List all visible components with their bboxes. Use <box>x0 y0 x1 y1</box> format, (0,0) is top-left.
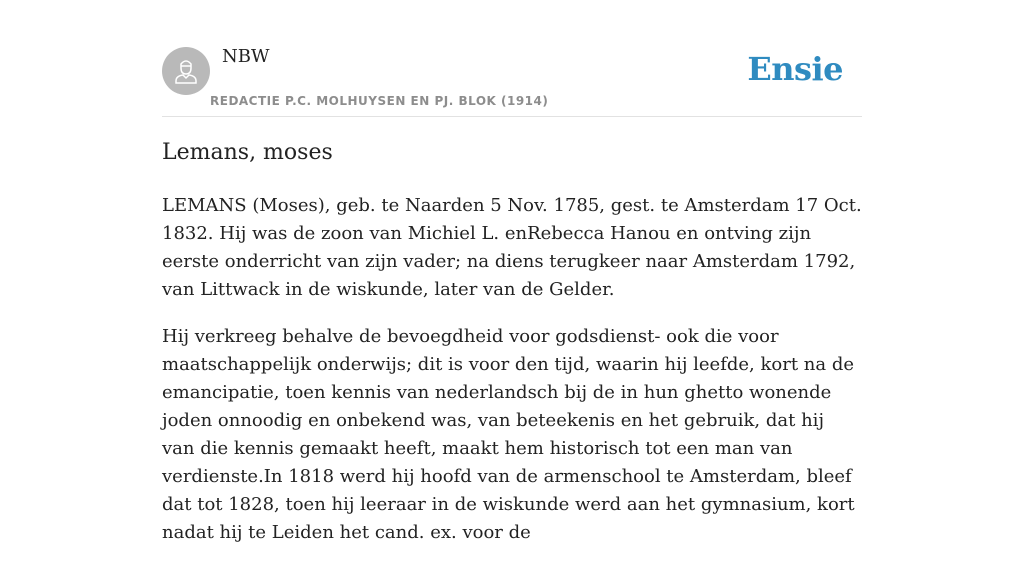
page-title: Lemans, moses <box>162 140 333 165</box>
author-name[interactable]: NBW <box>222 46 270 67</box>
header <box>162 46 862 117</box>
paragraph: Hij verkreeg behalve de bevoegdheid voor godsdienst- ook die voor maatschappelijk onderwijs; dit is voor den tijd, waarin hij leefde, kort na de emancipatie, toen kennis van nederlandsch bij de in hun ghetto wonende joden onnoodig en onbekend was, van beteekenis en het gebruik, dat hij van die kennis gemaakt heeft, maakt hem historisch tot een man van verdienste.In 1818 werd hij hoofd van de armenschool te Amsterdam, bleef dat tot 1828, toen hij leeraar in de wiskunde werd aan het gymnasium, kort nadat hij te Leiden het cand. ex. voor de <box>162 326 855 543</box>
avatar[interactable] <box>162 47 210 95</box>
paragraph: LEMANS (Moses), geb. te Naarden 5 Nov. 1785, gest. te Amsterdam 17 Oct. 1832. Hij was de zoon van Michiel L. enRebecca Hanou en ontving zijn eerste onderricht van zijn vader; na diens terugkeer naar Amsterdam 1792, van Littwack in de wiskunde, later van de Gelder. <box>162 195 862 300</box>
source-subtitle: REDACTIE P.C. MOLHUYSEN EN PJ. BLOK (1914) <box>210 94 549 108</box>
ensie-logo[interactable]: Ensie <box>747 50 843 88</box>
article-body <box>162 192 862 566</box>
user-icon <box>172 57 200 85</box>
